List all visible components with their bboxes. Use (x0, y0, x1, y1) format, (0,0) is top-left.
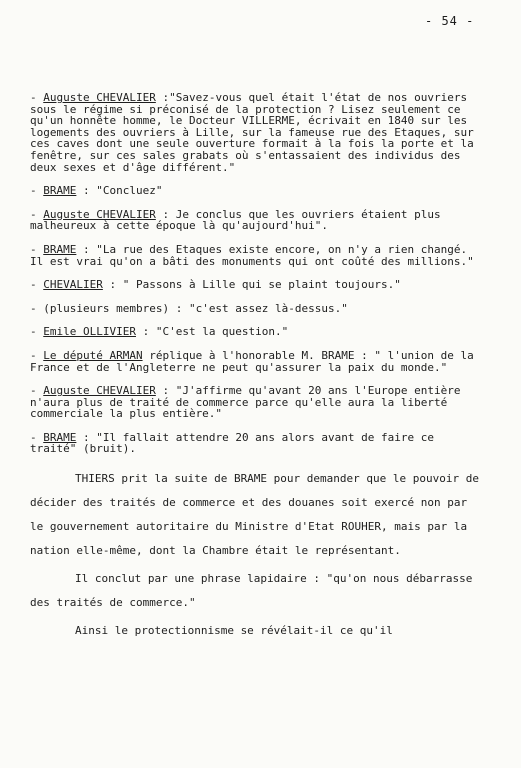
speaker-name: BRAME (43, 184, 77, 198)
speech-text: : " Passons à Lille qui se plaint toujours." (102, 278, 401, 292)
dialogue-line: - Le député ARMAN réplique à l'honorable M. BRAME : " l'union de la France et de l'Angleterre ne peut qu'assurer la paix du monde." (30, 348, 474, 374)
speech-text: : "J'affirme qu'avant 20 ans l'Europe entière n'aura plus de traité de commerce parce qu'elle aura la liberté commerciale la plus entière." (30, 384, 461, 421)
speaker-name: Le député ARMAN (43, 348, 143, 362)
speaker-name: Auguste CHEVALIER (43, 91, 156, 104)
dialogue-line: - Auguste CHEVALIER : "J'affirme qu'avant 20 ans l'Europe entière n'aura plus de traité de commerce parce qu'elle aura la liberté commerciale la plus entière." (30, 384, 461, 421)
speaker-name: Auguste CHEVALIER (43, 207, 156, 221)
speech-text: : "Concluez" (76, 184, 163, 198)
speech-text: : "C'est la question." (135, 325, 289, 339)
dialogue-line: - (plusieurs membres) : "c'est assez là-dessus." (30, 301, 348, 315)
speech-text: réplique à l'honorable M. BRAME : " l'union de la France et de l'Angleterre ne peut qu'assurer la paix du monde." (30, 348, 474, 374)
speech-text: : Je conclus que les ouvriers étaient plus malheureux à cette époque là qu'aujourd'hui". (30, 207, 441, 233)
dialogue-line: - Auguste CHEVALIER :"Savez-vous quel était l'état de nos ouvriers sous le régime si préconisé de la protection ? Lisez seulement ce qu'un honnête homme, le Docteur VILLERME, écrivait en 1840 sur les logements des ouvriers à Lille, sur la fameuse rue des Etaques, sur ces caves dont une seule ouverture formait à la fois la porte et la fenêtre, sur ces sales grabats où s'entassaient des individus des deux sexes et d'âge différent." (30, 91, 474, 174)
document-body (30, 92, 485, 643)
speech-text: :"Savez-vous quel était l'état de nos ouvriers sous le régime si préconisé de la protection ? Lisez seulement ce qu'un honnête homme, le Docteur VILLERME, écrivait en 1840 sur les logements des ouvriers à Lille, sur la fameuse rue des Etaques, sur ces caves dont une seule ouverture formait à la fois la porte et la fenêtre, sur ces sales grabats où s'entassaient des individus des deux sexes et d'âge différent." (30, 91, 474, 174)
speech-text: : "La rue des Etaques existe encore, on n'y a rien changé. Il est vrai qu'on a bâti des monuments qui ont coûté des millions." (30, 242, 474, 268)
narrative-paragraph: THIERS prit la suite de BRAME pour demander que le pouvoir de décider des traités de commerce et des douanes soit exercé non par le gouvernement autoritaire du Ministre d'Etat ROUHER, mais par la nation elle-même, dont la Chambre était le représentant. (30, 472, 479, 558)
speaker-name: BRAME (43, 430, 77, 444)
page-number: - 54 - (425, 14, 475, 28)
speaker-name: Auguste CHEVALIER (43, 384, 156, 398)
speaker-name: CHEVALIER (43, 278, 103, 292)
dialogue-line: - Emile OLLIVIER : "C'est la question." (30, 325, 289, 339)
speaker-name: BRAME (43, 242, 77, 256)
dialogue-line: - BRAME : "Concluez" (30, 184, 163, 198)
dialogue-line: - BRAME : "Il fallait attendre 20 ans alors avant de faire ce traité" (bruit). (30, 430, 434, 456)
dialogue-line: - BRAME : "La rue des Etaques existe encore, on n'y a rien changé. Il est vrai qu'on a bâti des monuments qui ont coûté des millions." (30, 242, 474, 268)
narrative-paragraph: Il conclut par une phrase lapidaire : "qu'on nous débarrasse des traités de commerce." (30, 572, 473, 610)
narrative-paragraph: Ainsi le protectionnisme se révélait-il ce qu'il (75, 624, 393, 638)
dialogue-line: - Auguste CHEVALIER : Je conclus que les ouvriers étaient plus malheureux à cette époque là qu'aujourd'hui". (30, 207, 441, 233)
speech-text: (plusieurs membres) : "c'est assez là-dessus." (43, 301, 348, 315)
speaker-name: Emile OLLIVIER (43, 325, 136, 339)
dialogue-line: - CHEVALIER : " Passons à Lille qui se plaint toujours." (30, 278, 401, 292)
speech-text: : "Il fallait attendre 20 ans alors avant de faire ce traité" (bruit). (30, 430, 434, 456)
